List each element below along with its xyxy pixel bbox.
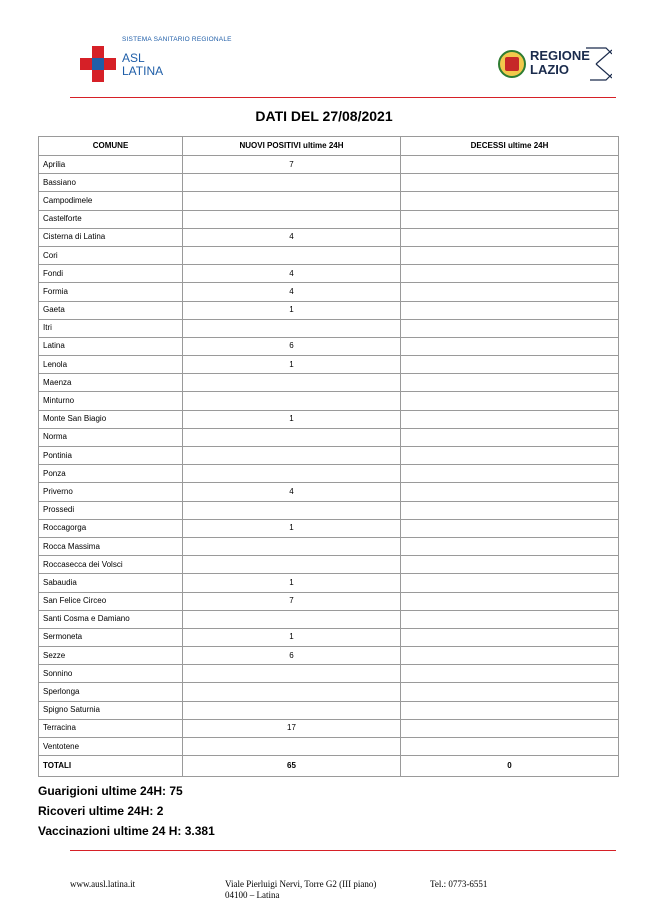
table-row	[39, 483, 619, 501]
footer-address-line-2: 04100 – Latina	[225, 890, 280, 900]
decessi-cell	[401, 174, 619, 192]
positivi-cell: 4	[183, 283, 401, 301]
footer-website: www.ausl.latina.it	[70, 879, 136, 889]
totals-label: TOTALI	[39, 756, 183, 777]
positivi-cell	[183, 246, 401, 264]
comune-cell: Ponza	[39, 465, 183, 483]
positivi-cell	[183, 537, 401, 555]
comune-cell: Priverno	[39, 483, 183, 501]
table-row	[39, 738, 619, 756]
decessi-cell	[401, 246, 619, 264]
comune-cell: Latina	[39, 337, 183, 355]
table-row	[39, 501, 619, 519]
red-cross-icon	[80, 46, 116, 82]
table-row	[39, 319, 619, 337]
table-row	[39, 574, 619, 592]
decessi-cell	[401, 483, 619, 501]
asl-name	[122, 52, 163, 78]
header-decessi: DECESSI ultime 24H	[401, 137, 619, 156]
table-row	[39, 665, 619, 683]
comune-cell: Minturno	[39, 392, 183, 410]
comune-cell: Roccagorga	[39, 519, 183, 537]
decessi-cell	[401, 301, 619, 319]
decessi-cell	[401, 610, 619, 628]
table-row	[39, 156, 619, 174]
header-comune: COMUNE	[39, 137, 183, 156]
positivi-cell: 1	[183, 519, 401, 537]
table-row	[39, 465, 619, 483]
footer-address	[225, 879, 376, 901]
table-row	[39, 519, 619, 537]
positivi-cell: 17	[183, 719, 401, 737]
comune-cell: Pontinia	[39, 447, 183, 465]
comune-cell: Gaeta	[39, 301, 183, 319]
table-row	[39, 174, 619, 192]
comune-cell: Sabaudia	[39, 574, 183, 592]
table-header-row	[39, 137, 619, 156]
table-row	[39, 683, 619, 701]
comune-cell: Rocca Massima	[39, 537, 183, 555]
table-row	[39, 537, 619, 555]
positivi-cell: 7	[183, 592, 401, 610]
footer-address-line-1: Viale Pierluigi Nervi, Torre G2 (III piano)	[225, 879, 377, 889]
decessi-cell	[401, 228, 619, 246]
table-row	[39, 410, 619, 428]
positivi-cell: 4	[183, 483, 401, 501]
table-row	[39, 647, 619, 665]
positivi-cell: 4	[183, 228, 401, 246]
comune-cell: Cisterna di Latina	[39, 228, 183, 246]
totals-row	[39, 756, 619, 777]
decessi-cell	[401, 356, 619, 374]
positivi-cell	[183, 210, 401, 228]
decessi-cell	[401, 192, 619, 210]
comune-cell: Lenola	[39, 356, 183, 374]
decessi-cell	[401, 392, 619, 410]
table-row	[39, 210, 619, 228]
comune-cell: Fondi	[39, 265, 183, 283]
decessi-cell	[401, 319, 619, 337]
decessi-cell	[401, 265, 619, 283]
decessi-cell	[401, 465, 619, 483]
comune-cell: Prossedi	[39, 501, 183, 519]
comune-cell: Bassiano	[39, 174, 183, 192]
table-row	[39, 192, 619, 210]
table-row	[39, 392, 619, 410]
positivi-cell: 1	[183, 356, 401, 374]
comune-cell: Norma	[39, 428, 183, 446]
decessi-cell	[401, 374, 619, 392]
decessi-cell	[401, 537, 619, 555]
decessi-cell	[401, 738, 619, 756]
positivi-cell	[183, 501, 401, 519]
comune-cell: Monte San Biagio	[39, 410, 183, 428]
decessi-cell	[401, 719, 619, 737]
comune-cell: Maenza	[39, 374, 183, 392]
table-row	[39, 447, 619, 465]
positivi-cell: 1	[183, 301, 401, 319]
positivi-cell	[183, 610, 401, 628]
comune-cell: Roccasecca dei Volsci	[39, 556, 183, 574]
comune-cell: Ventotene	[39, 738, 183, 756]
positivi-cell	[183, 319, 401, 337]
comune-cell: Sperlonga	[39, 683, 183, 701]
footer-phone: Tel.: 0773-6551	[430, 879, 488, 889]
positivi-cell	[183, 392, 401, 410]
positivi-cell: 7	[183, 156, 401, 174]
positivi-cell: 6	[183, 337, 401, 355]
asl-subtitle: SISTEMA SANITARIO REGIONALE	[122, 36, 232, 43]
decessi-cell	[401, 501, 619, 519]
positivi-cell	[183, 447, 401, 465]
comune-cell: Itri	[39, 319, 183, 337]
vaccinazioni-summary: Vaccinazioni ultime 24 H: 3.381	[38, 824, 215, 838]
table-row	[39, 719, 619, 737]
comune-cell: Aprilia	[39, 156, 183, 174]
decessi-cell	[401, 210, 619, 228]
table-row	[39, 556, 619, 574]
decessi-cell	[401, 574, 619, 592]
decessi-cell	[401, 283, 619, 301]
comune-cell: Sermoneta	[39, 628, 183, 646]
asl-name-line-1: ASL	[122, 51, 145, 65]
table-row	[39, 592, 619, 610]
table-row	[39, 337, 619, 355]
region-line-2: LAZIO	[530, 62, 569, 77]
table-row	[39, 301, 619, 319]
decessi-cell	[401, 683, 619, 701]
table-row	[39, 610, 619, 628]
table-row	[39, 246, 619, 264]
decessi-cell	[401, 519, 619, 537]
guarigioni-summary: Guarigioni ultime 24H: 75	[38, 784, 183, 798]
regione-lazio-emblem-icon	[498, 50, 526, 78]
decessi-cell	[401, 428, 619, 446]
decessi-cell	[401, 447, 619, 465]
table-row	[39, 228, 619, 246]
decessi-cell	[401, 556, 619, 574]
asl-latina-logo	[80, 36, 240, 86]
decessi-cell	[401, 701, 619, 719]
comune-cell: Sonnino	[39, 665, 183, 683]
positivi-cell	[183, 174, 401, 192]
positivi-cell: 1	[183, 410, 401, 428]
positivi-cell	[183, 738, 401, 756]
decessi-cell	[401, 337, 619, 355]
comune-cell: Santi Cosma e Damiano	[39, 610, 183, 628]
positivi-cell	[183, 428, 401, 446]
positivi-cell	[183, 701, 401, 719]
covid-data-table	[38, 136, 619, 777]
header-divider	[70, 97, 616, 98]
comune-cell: Terracina	[39, 719, 183, 737]
header-nuovi-positivi: NUOVI POSITIVI ultime 24H	[183, 137, 401, 156]
comune-cell: San Felice Circeo	[39, 592, 183, 610]
ricoveri-summary: Ricoveri ultime 24H: 2	[38, 804, 164, 818]
decessi-cell	[401, 592, 619, 610]
comune-cell: Formia	[39, 283, 183, 301]
positivi-cell	[183, 665, 401, 683]
positivi-cell: 6	[183, 647, 401, 665]
decessi-cell	[401, 628, 619, 646]
table-row	[39, 283, 619, 301]
positivi-cell: 4	[183, 265, 401, 283]
positivi-cell	[183, 374, 401, 392]
decessi-cell	[401, 410, 619, 428]
decessi-cell	[401, 156, 619, 174]
regione-lazio-logo	[498, 46, 613, 84]
document-title: DATI DEL 27/08/2021	[255, 108, 393, 124]
footer-divider	[70, 850, 616, 851]
table-row	[39, 428, 619, 446]
decessi-cell	[401, 665, 619, 683]
asl-name-line-2: LATINA	[122, 64, 164, 78]
comune-cell: Cori	[39, 246, 183, 264]
table-row	[39, 701, 619, 719]
totals-positivi: 65	[183, 756, 401, 777]
table-row	[39, 374, 619, 392]
positivi-cell	[183, 192, 401, 210]
comune-cell: Sezze	[39, 647, 183, 665]
region-line-1: REGIONE	[530, 48, 590, 63]
positivi-cell	[183, 465, 401, 483]
positivi-cell: 1	[183, 628, 401, 646]
decessi-cell	[401, 647, 619, 665]
comune-cell: Castelforte	[39, 210, 183, 228]
totals-decessi: 0	[401, 756, 619, 777]
regione-lazio-text	[530, 49, 590, 77]
positivi-cell: 1	[183, 574, 401, 592]
table-row	[39, 628, 619, 646]
positivi-cell	[183, 556, 401, 574]
table-row	[39, 265, 619, 283]
positivi-cell	[183, 683, 401, 701]
comune-cell: Spigno Saturnia	[39, 701, 183, 719]
comune-cell: Campodimele	[39, 192, 183, 210]
table-row	[39, 356, 619, 374]
